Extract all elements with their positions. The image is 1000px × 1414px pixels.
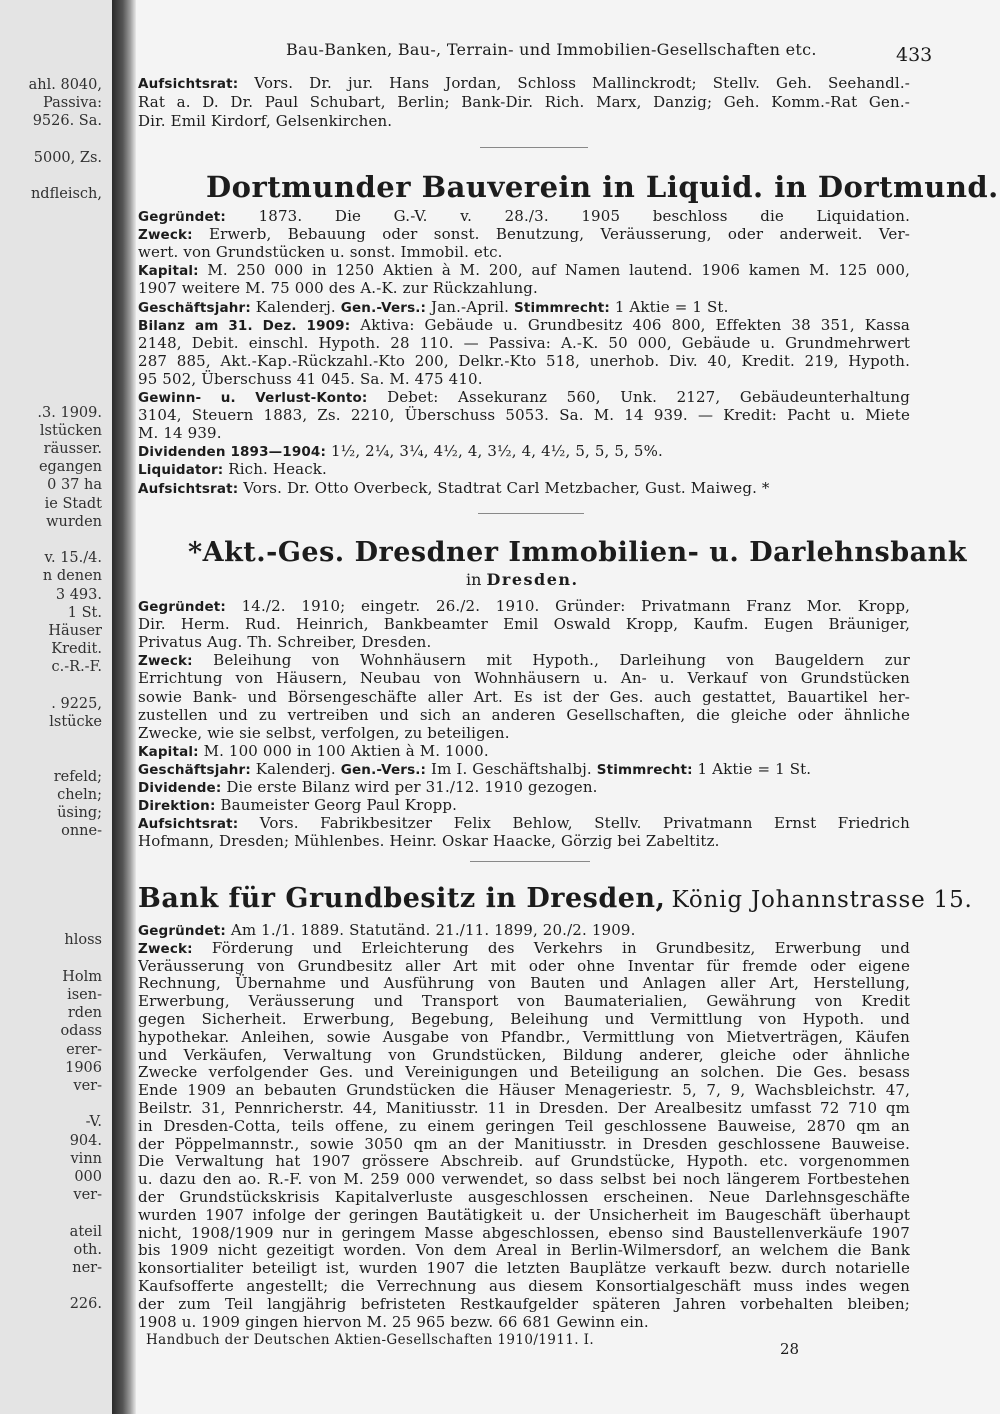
field-label: Gegründet:	[138, 923, 226, 939]
footer-book-title: Handbuch der Deutschen Aktien-Gesellschaften 1910/1911. I.	[146, 1332, 595, 1348]
text-line	[138, 225, 910, 244]
field-label: Aufsichtsrat:	[138, 480, 239, 497]
field-label: Stimmrecht:	[514, 299, 610, 316]
field-label: Gegründet:	[138, 599, 226, 615]
field-text: M. 14 939.	[138, 424, 222, 443]
text-line	[138, 597, 910, 616]
adjacent-page-fragment: onne-	[61, 823, 102, 840]
company-1-title: Dortmunder Bauverein in Liquid. in Dortmund.	[206, 170, 999, 204]
text-line	[138, 1206, 910, 1224]
text-line	[138, 334, 910, 352]
field-text: 2148, Debit. einschl. Hypoth. 28 110. — Passiva: A.-K. 50 000, Gebäude u. Grundmehrwert	[138, 333, 910, 352]
text-line	[138, 724, 910, 742]
adjacent-page-strip	[0, 0, 112, 1414]
section-divider	[480, 147, 588, 148]
text-line	[138, 1188, 910, 1206]
adjacent-page-fragment: ver-	[73, 1078, 102, 1094]
text-line	[138, 939, 910, 958]
adjacent-page-fragment: c.-R.-F.	[51, 659, 102, 676]
adjacent-page-fragment: Häuser	[48, 623, 102, 639]
text-line	[138, 957, 910, 975]
adjacent-page-fragment: erer-	[66, 1041, 102, 1058]
text-line	[138, 992, 910, 1010]
adjacent-page-fragment: Passiva:	[43, 95, 102, 112]
field-text: Vors. Dr. Otto Overbeck, Stadtrat Carl Metzbacher, Gust. Maiweg. *	[238, 478, 770, 497]
text-line	[138, 706, 910, 724]
field-text: 1 Aktie = 1 St.	[692, 759, 812, 778]
text-line	[138, 93, 910, 111]
field-text: Dir. Emil Kirdorf, Gelsenkirchen.	[138, 112, 393, 130]
text-line	[138, 1277, 910, 1295]
text-line	[138, 74, 910, 93]
field-label: Geschäftsjahr:	[138, 299, 251, 316]
field-text: Zwecke verfolgender Ges. und Vereinigungen und Beteiligung an solchen. Die Ges. besass	[138, 1063, 910, 1082]
company-3-title	[138, 883, 973, 914]
running-header: Bau-Banken, Bau-, Terrain- und Immobilien-Gesellschaften etc.	[286, 40, 817, 59]
company-2-subtitle	[466, 570, 579, 589]
adjacent-page-fragment: oth.	[73, 1241, 102, 1258]
company-2-subtitle-in: in	[466, 570, 482, 589]
adjacent-page-fragment: -V.	[85, 1114, 102, 1131]
section-divider	[478, 513, 584, 514]
field-text: Im I. Geschäftshalbj.	[426, 759, 597, 778]
company-3-title-main: Bank für Grundbesitz in Dresden,	[138, 883, 666, 914]
adjacent-page-fragment: hloss	[64, 932, 102, 949]
field-label: Zweck:	[138, 940, 193, 957]
field-text: Baumeister Georg Paul Kropp.	[215, 796, 458, 815]
company-2-title: *Akt.-Ges. Dresdner Immobilien- u. Darlehnsbank	[188, 537, 967, 568]
company-2-city: Dresden.	[486, 570, 579, 589]
field-text: 95 502, Überschuss 41 045. Sa. M. 475 410.	[138, 369, 483, 388]
field-text: Rich. Heack.	[223, 460, 327, 479]
field-text: 1873. Die G.-V. v. 28./3. 1905 beschloss die Liquidation.	[225, 207, 910, 225]
field-text: und Verkäufen, Verwaltung von Grundstücken, Bildung anderer, gleiche oder ähnliche	[138, 1045, 910, 1064]
adjacent-page-fragment: 000	[74, 1169, 102, 1185]
field-text: M. 100 000 in 100 Aktien à M. 1000.	[198, 741, 489, 760]
field-label: Kapital:	[138, 743, 199, 760]
field-text: Zwecke, wie sie selbst, verfolgen, zu beteiligen.	[138, 723, 510, 742]
field-text: Beilstr. 31, Pennricherstr. 44, Manitiusstr. 11 in Dresden. Der Arealbesitz umfasst 72 710 qm	[138, 1099, 910, 1117]
text-line	[138, 388, 910, 407]
field-text: bis 1909 nicht gezeitigt worden. Von dem Areal in Berlin-Wilmersdorf, an welchem die Bank	[138, 1241, 910, 1260]
field-text: Am 1./1. 1889. Statutänd. 21./11. 1899, 20./2. 1909.	[225, 921, 636, 939]
text-line	[138, 688, 910, 706]
adjacent-page-fragment: ndfleisch,	[30, 186, 102, 203]
text-line	[138, 1028, 910, 1046]
field-text: der Grundstückskrisis Kapitalverluste ausgeschlossen erscheinen. Neue Darlehnsgeschäfte	[138, 1188, 910, 1206]
field-label: Zweck:	[138, 227, 193, 244]
field-label: Gewinn- u. Verlust-Konto:	[138, 390, 368, 406]
field-text: Aktiva: Gebäude u. Grundbesitz 406 800, Effekten 38 351, Kassa	[350, 315, 910, 334]
field-text: 1907 weitere M. 75 000 des A.-K. zur Rückzahlung.	[138, 279, 538, 298]
field-label: Bilanz am 31. Dez. 1909:	[138, 317, 351, 334]
field-text: Jan.-April.	[426, 297, 515, 316]
field-label: Gen.-Vers.:	[340, 761, 427, 778]
field-text: Vors. Fabrikbesitzer Felix Behlow, Stellv. Privatmann Ernst Friedrich	[238, 814, 910, 833]
adjacent-page-fragment: vinn	[70, 1150, 102, 1167]
field-text: Ende 1909 an bebauten Grundstücken die Häuser Menageriestr. 5, 7, 9, Wachsbleichstr. 47,	[138, 1081, 910, 1100]
adjacent-page-fragment: ahl. 8040,	[28, 77, 102, 93]
text-line	[138, 352, 910, 370]
field-text: hypothekar. Anleihen, sowie Ausgabe von Pfandbr., Vermittlung von Mietverträgen, Käufen	[138, 1027, 910, 1046]
adjacent-page-fragment: .3. 1909.	[37, 404, 102, 421]
text-line	[138, 1152, 910, 1170]
sheet-number: 28	[780, 1340, 800, 1358]
text-line	[138, 1081, 910, 1099]
field-label: Liquidator:	[138, 462, 224, 479]
field-text: u. dazu den ao. R.-F. von M. 259 000 verwendet, so dass selbst bei noch längerem Fortbestehen	[138, 1170, 910, 1189]
adjacent-page-fragment: 3 493.	[55, 586, 102, 603]
text-line	[138, 742, 910, 761]
adjacent-page-fragment: cheln;	[57, 786, 102, 803]
text-line	[138, 832, 910, 850]
text-line	[138, 442, 910, 461]
field-text: 3104, Steuern 1883, Zs. 2210, Überschuss 5053. Sa. M. 14 939. — Kredit: Pacht u. Miete	[138, 406, 910, 425]
field-text: 1½, 2¼, 3¼, 4½, 4, 3½, 4, 4½, 5, 5, 5, 5%.	[326, 442, 663, 461]
text-line	[138, 1295, 910, 1313]
adjacent-page-fragment: lstücke	[49, 714, 102, 730]
field-text: Kalenderj.	[250, 297, 341, 316]
field-text: Die erste Bilanz wird per 31./12. 1910 gezogen.	[221, 778, 598, 796]
field-text: Förderung und Erleichterung des Verkehrs in Grundbesitz, Erwerbung und	[192, 938, 910, 957]
field-text: Erwerb, Bebauung oder sonst. Benutzung, Veräusserung, oder anderweit. Ver-	[192, 225, 910, 244]
field-text: 1 Aktie = 1 St.	[609, 297, 729, 316]
text-line	[138, 1046, 910, 1064]
field-text: der zum Teil langjährig befristeten Restkaufgelder späteren Jahren vorbehalten bleiben;	[138, 1294, 910, 1313]
field-text: 14./2. 1910; eingetr. 26./2. 1910. Gründer: Privatmann Franz Mor. Kropp,	[225, 597, 910, 615]
adjacent-page-fragment: egangen	[38, 459, 102, 476]
section-divider	[470, 861, 590, 862]
text-line	[138, 1170, 910, 1188]
field-text: Kaufsofferte angestellt; die Verrechnung aus diesem Konsortialgeschäft muss indes wegen	[138, 1277, 910, 1295]
field-text: zustellen und zu vertreiben und sich an anderen Gesellschaften, die gleiche oder ähnliche	[138, 705, 910, 724]
field-label: Dividende:	[138, 780, 222, 796]
field-text: Errichtung von Häusern, Neubau von Wohnhäusern u. An- u. Verkauf von Grundstücken	[138, 669, 910, 688]
field-label: Dividenden 1893—1904:	[138, 444, 327, 461]
text-line	[138, 112, 910, 130]
field-text: Debet: Assekuranz 560, Unk. 2127, Gebäudeunterhaltung	[367, 388, 910, 406]
text-line	[138, 615, 910, 633]
adjacent-page-fragment: . 9225,	[51, 695, 102, 712]
text-line	[138, 1063, 910, 1081]
field-label: Direktion:	[138, 798, 216, 815]
text-line	[138, 261, 910, 280]
field-text: Rechnung, Übernahme und Ausführung von Bauten und Anlagen aller Art, Herstellung,	[138, 974, 910, 993]
field-text: sowie Bank- und Börsengeschäfte aller Art. Es ist der Ges. auch gestattet, Bauartikel her-	[138, 687, 910, 706]
field-text: Kalenderj.	[250, 759, 341, 778]
field-text: in Dresden-Cotta, teils offene, zu einem geringen Teil geschlossene Bauweise, 2870 qm an	[138, 1116, 910, 1135]
field-text: Vors. Dr. jur. Hans Jordan, Schloss Mallinckrodt; Stellv. Geh. Seehandl.-	[238, 74, 910, 92]
text-line	[138, 406, 910, 424]
adjacent-page-fragment: refeld;	[53, 768, 102, 785]
field-text: konsortialiter beteiligt ist, wurden 1907 die letzten Bauplätze verkauft bezw. durch notarielle	[138, 1259, 910, 1278]
field-text: Privatus Aug. Th. Schreiber, Dresden.	[138, 633, 432, 652]
adjacent-page-fragment: 0 37 ha	[47, 477, 102, 494]
text-line	[138, 1117, 910, 1135]
adjacent-page-fragment: Kredit.	[51, 641, 102, 658]
adjacent-page-fragment: odass	[60, 1023, 102, 1040]
text-line	[138, 1099, 910, 1117]
field-label: Aufsichtsrat:	[138, 816, 239, 833]
field-label: Kapital:	[138, 263, 199, 280]
text-line	[138, 298, 910, 317]
field-label: Aufsichtsrat:	[138, 76, 239, 92]
text-line	[138, 814, 910, 833]
text-line	[138, 778, 910, 797]
field-text: Die Verwaltung hat 1907 grössere Abschreib. auf Grundstücke, Hypoth. etc. vorgenommen	[138, 1152, 910, 1171]
text-line	[138, 633, 910, 651]
field-text: nicht, 1908/1909 nur in geringem Masse abgeschlossen, ebenso sind Baustellenverkäufe 1907	[138, 1223, 910, 1242]
field-text: Rat a. D. Dr. Paul Schubart, Berlin; Bank-Dir. Rich. Marx, Danzig; Geh. Komm.-Rat Gen.-	[138, 93, 910, 111]
adjacent-page-fragment: 1 St.	[67, 604, 102, 621]
adjacent-page-fragment: n denen	[42, 568, 102, 585]
field-text: Dir. Herm. Rud. Heinrich, Bankbeamter Emil Oswald Kropp, Kaufm. Eugen Bräuniger,	[138, 615, 910, 634]
page-number: 433	[896, 44, 933, 66]
field-label: Gegründet:	[138, 209, 226, 225]
text-line	[138, 1313, 910, 1331]
text-line	[138, 651, 910, 670]
adjacent-page-fragment: räusser.	[43, 441, 102, 457]
field-label: Geschäftsjahr:	[138, 761, 251, 778]
text-line	[138, 1010, 910, 1028]
field-text: Beleihung von Wohnhäusern mit Hypoth., Darleihung von Baugeldern zur	[192, 651, 910, 670]
text-line	[138, 460, 910, 479]
adjacent-page-fragment: 1906	[65, 1059, 102, 1076]
text-line	[138, 796, 910, 815]
field-text: wurden 1907 infolge der geringen Bautätigkeit u. der Unsicherheit im Baugeschäft überhaupt	[138, 1205, 910, 1224]
text-line	[138, 1259, 910, 1277]
adjacent-page-fragment: üsing;	[57, 805, 102, 821]
adjacent-page-fragment: ie Stadt	[44, 495, 102, 512]
text-line	[138, 1224, 910, 1242]
text-line	[138, 669, 910, 687]
text-line	[138, 279, 910, 297]
adjacent-page-fragment: 5000, Zs.	[33, 149, 102, 166]
adjacent-page-fragment: v. 15./4.	[44, 550, 102, 567]
adjacent-page-fragment: Holm	[62, 968, 102, 985]
adjacent-page-fragment: rden	[67, 1005, 102, 1022]
text-line	[138, 921, 910, 940]
field-text: Veräusserung von Grundbesitz aller Art mit oder ohne Inventar für fremde oder eigene	[138, 956, 910, 975]
book-gutter	[112, 0, 136, 1414]
adjacent-page-fragment: ateil	[69, 1223, 102, 1240]
adjacent-page-fragment: isen-	[67, 987, 102, 1003]
text-line	[138, 1241, 910, 1259]
field-text: M. 250 000 in 1250 Aktien à M. 200, auf Namen lautend. 1906 kamen M. 125 000,	[198, 261, 910, 280]
field-text: der Pöppelmannstr., sowie 3050 qm an der Manitiusstr. in Dresden geschlossene Bauweise.	[138, 1134, 910, 1153]
text-line	[138, 424, 910, 442]
adjacent-page-fragment: 9526. Sa.	[32, 113, 102, 130]
text-line	[138, 1135, 910, 1153]
field-text: 287 885, Akt.-Kap.-Rückzahl.-Kto 200, Delkr.-Kto 518, unerhob. Div. 40, Kredit. 219, Hypoth.	[138, 351, 910, 370]
adjacent-page-fragment: 904.	[69, 1132, 102, 1149]
text-line	[138, 760, 910, 779]
adjacent-page-fragment: wurden	[46, 513, 102, 530]
text-line	[138, 243, 910, 261]
adjacent-page-fragment: ver-	[73, 1187, 102, 1204]
field-text: Erwerbung, Veräusserung und Transport von Baumaterialien, Gewährung von Kredit	[138, 992, 910, 1011]
field-label: Gen.-Vers.:	[340, 299, 427, 316]
adjacent-page-fragment: ner-	[72, 1260, 102, 1276]
field-label: Stimmrecht:	[596, 761, 693, 778]
text-line	[138, 974, 910, 992]
field-text: Hofmann, Dresden; Mühlenbes. Heinr. Oskar Haacke, Görzig bei Zabeltitz.	[138, 832, 720, 851]
adjacent-page-fragment: lstücken	[39, 422, 102, 439]
field-text: wert. von Grundstücken u. sonst. Immobil. etc.	[138, 243, 503, 262]
adjacent-page-fragment: 226.	[69, 1296, 102, 1313]
text-line	[138, 316, 910, 335]
text-line	[138, 370, 910, 388]
text-line	[138, 479, 910, 498]
company-3-address: König Johannstrasse 15.	[671, 887, 973, 913]
field-label: Zweck:	[138, 653, 193, 670]
field-text: gegen Sicherheit. Erwerbung, Begebung, Beleihung und Vermittlung von Hypoth. und	[138, 1010, 910, 1028]
text-line	[138, 207, 910, 226]
field-text: 1908 u. 1909 gingen hiervon M. 25 965 bezw. 66 681 Gewinn ein.	[138, 1312, 649, 1331]
